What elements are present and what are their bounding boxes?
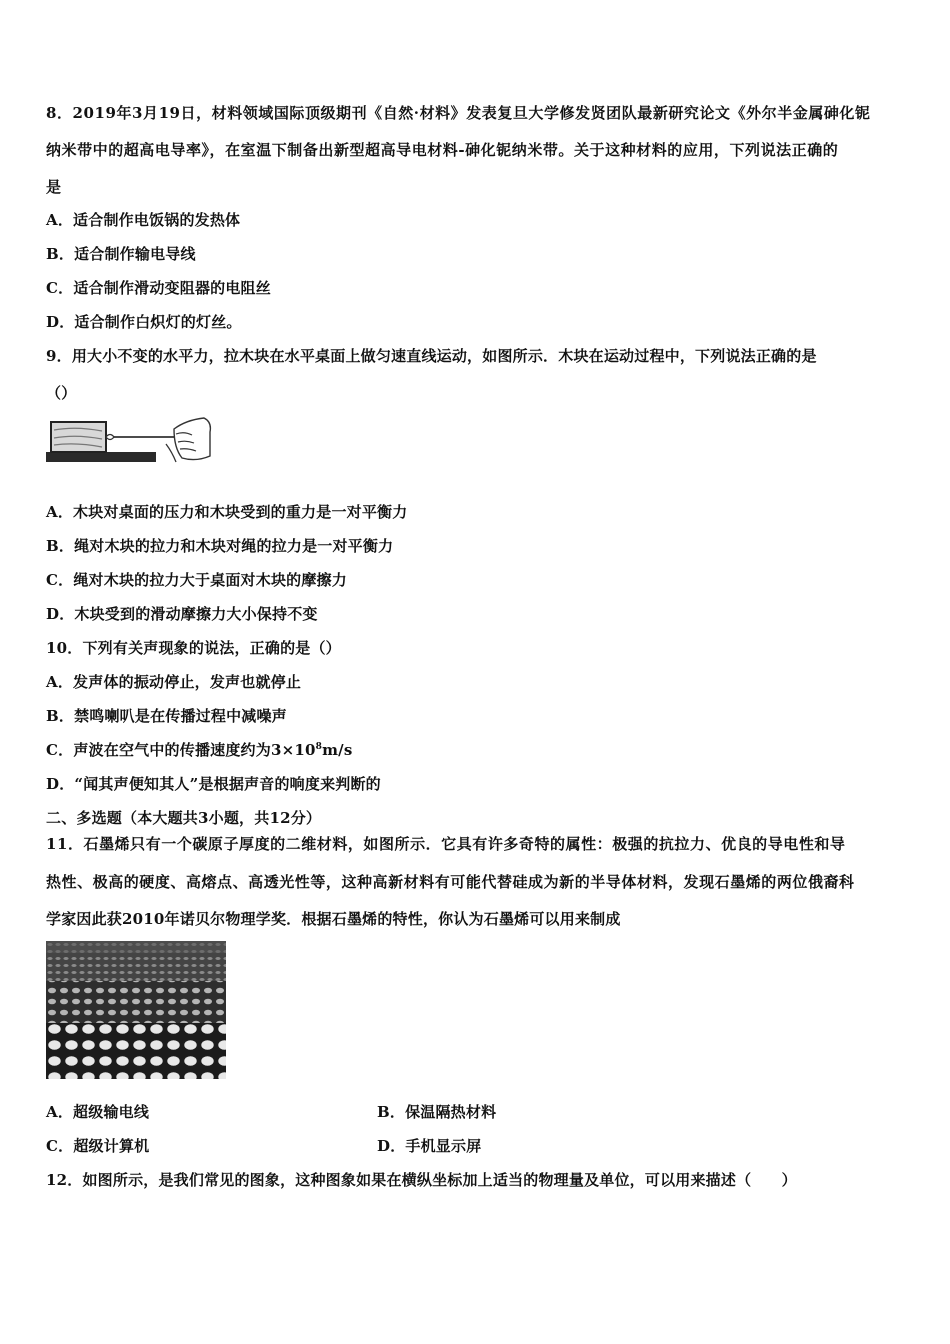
q9-stem-line1: 9．用大小不变的水平力，拉木块在水平桌面上做匀速直线运动，如图所示．木块在运动过程中，下列说法正确的是 [46, 347, 817, 365]
section-heading-multiple-choice: 二、多选题（本大题共3小题，共12分） [46, 809, 322, 827]
q8-option-b: B．适合制作输电导线 [46, 245, 196, 263]
q12-stem: 12．如图所示，是我们常见的图象，这种图象如果在横纵坐标加上适当的物理量及单位，可以用来描述（ ） [46, 1171, 797, 1189]
q10-option-c-exponent: 8 [315, 742, 323, 752]
q8-option-d: D．适合制作白炽灯的灯丝。 [46, 313, 242, 331]
q9-option-c: C．绳对木块的拉力大于桌面对木块的摩擦力 [46, 571, 347, 589]
q11-stem-line2: 热性、极高的硬度、高熔点、高透光性等，这种高新材料有可能代替硅成为新的半导体材料，发现石墨烯的两位俄裔科 [46, 873, 855, 891]
q11-option-a: A．超级输电线 [46, 1103, 150, 1121]
q9-option-d: D．木块受到的滑动摩擦力大小保持不变 [46, 605, 318, 623]
q8-option-c: C．适合制作滑动变阻器的电阻丝 [46, 279, 271, 297]
q11-stem-line3: 学家因此获2010年诺贝尔物理学奖．根据石墨烯的特性，你认为石墨烯可以用来制成 [46, 910, 621, 928]
q8-stem-line3: 是 [46, 178, 62, 196]
q11-option-d: D．手机显示屏 [377, 1137, 482, 1155]
q10-stem: 10．下列有关声现象的说法，正确的是（） [46, 639, 341, 657]
q10-option-b: B．禁鸣喇叭是在传播过程中减噪声 [46, 707, 287, 725]
graphene-lattice-image [46, 941, 226, 1079]
q8-option-a: A．适合制作电饭锅的发热体 [46, 211, 241, 229]
q11-option-b: B．保温隔热材料 [377, 1103, 497, 1121]
q11-stem-line1: 11．石墨烯只有一个碳原子厚度的二维材料，如图所示．它具有许多奇特的属性：极强的抗拉力、优良的导电性和导 [46, 835, 846, 853]
q10-option-c-text: C．声波在空气中的传播速度约为3×10 [46, 741, 316, 759]
q11-option-c: C．超级计算机 [46, 1137, 150, 1155]
q9-stem-line2: （） [46, 384, 77, 402]
block-pulled-by-hand-figure [46, 414, 212, 466]
q10-option-c [46, 740, 353, 760]
q9-option-b: B．绳对木块的拉力和木块对绳的拉力是一对平衡力 [46, 537, 394, 555]
q10-option-a: A．发声体的振动停止，发声也就停止 [46, 673, 302, 691]
q8-stem-line1: 8．2019年3月19日，材料领域国际顶级期刊《自然·材料》发表复旦大学修发贤团队最新研究论文《外尔半金属砷化铌 [46, 104, 871, 122]
q10-option-d: D．“闻其声便知其人”是根据声音的响度来判断的 [46, 775, 381, 793]
q9-option-a: A．木块对桌面的压力和木块受到的重力是一对平衡力 [46, 503, 408, 521]
q8-stem-line2: 纳米带中的超高电导率》，在室温下制备出新型超高导电材料-砷化铌纳米带。关于这种材料的应用，下列说法正确的 [46, 141, 839, 159]
q10-option-c-unit: m/s [322, 741, 353, 759]
